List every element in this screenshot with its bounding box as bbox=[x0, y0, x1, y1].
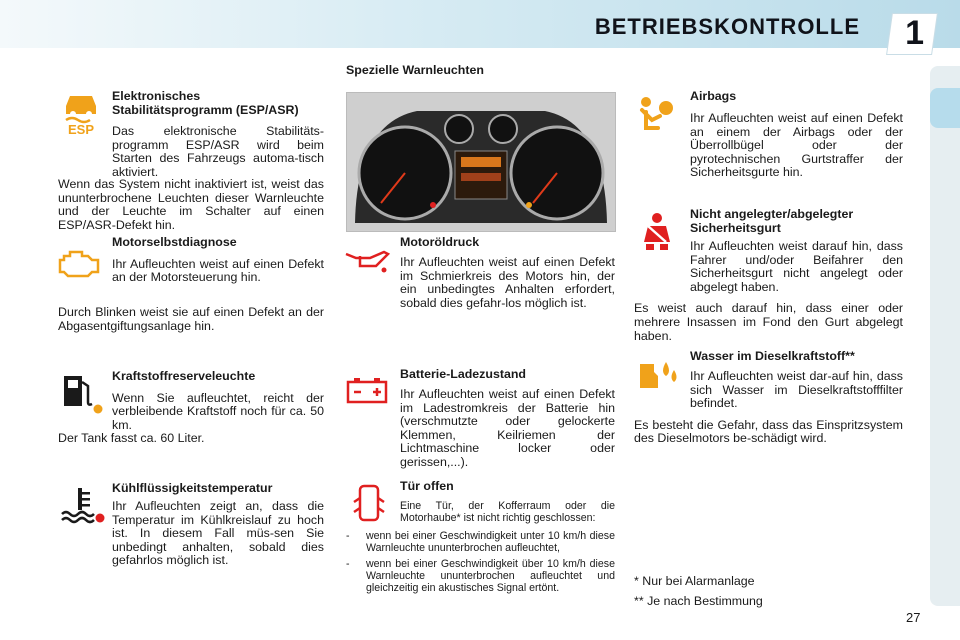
esp-title: Elektronisches Stabilitätsprogramm (ESP/ASR) bbox=[112, 89, 299, 117]
motor-text-1: Ihr Aufleuchten weist auf einen Defekt an der Motorsteuerung hin. bbox=[112, 256, 324, 285]
open-door-icon bbox=[352, 482, 386, 531]
battery-title: Batterie-Ladezustand bbox=[400, 367, 526, 381]
airbag-title: Airbags bbox=[690, 89, 737, 103]
footnote-2: ** Je nach Bestimmung bbox=[634, 594, 763, 608]
coolant-title: Kühlflüssigkeitstemperatur bbox=[112, 481, 273, 495]
page-number: 27 bbox=[906, 610, 921, 625]
side-tab-active bbox=[930, 88, 960, 128]
fuel-text-2: Der Tank fasst ca. 60 Liter. bbox=[58, 431, 205, 445]
footnote-1: * Nur bei Alarmanlage bbox=[634, 574, 755, 588]
seatbelt-text-1: Ihr Aufleuchten weist darauf hin, dass Fahrer und/oder Beifahrer den Sicherheitsgurt nicht angelegt oder abgelegt haben. bbox=[690, 239, 903, 294]
door-bullet: - wenn bei einer Geschwindigkeit über 10 km/h diese Warnleuchte ununterbrochen aufleuchtet und gleichzeitig ein akustisches Signal ertönt. bbox=[344, 558, 615, 594]
oil-title: Motoröldruck bbox=[400, 235, 480, 249]
door-bullet: - wenn bei einer Geschwindigkeit unter 10 km/h diese Warnleuchte ununterbrochen aufleuchtet, bbox=[344, 530, 615, 554]
battery-text-1: Ihr Aufleuchten weist auf einen Defekt im Ladestromkreis der Batterie hin (verschmutzte oder gelockerte Klemmen, Keilriemen der Lichtmaschine locker oder gerissen,...). bbox=[400, 387, 615, 469]
esp-icon bbox=[62, 92, 100, 139]
svg-text:ESP: ESP bbox=[67, 122, 95, 134]
esp-text-1: Das elektronische Stabilitäts-programm ESP/ASR wird beim Starten des Fahrzeugs automa-tisch aktiviert. bbox=[112, 124, 324, 179]
fuel-pump-icon bbox=[60, 372, 104, 419]
water-title: Wasser im Dieselkraftstoff** bbox=[690, 349, 855, 363]
esp-text-2: Wenn das System nicht inaktiviert ist, weist das ununterbrochene Leuchten dieser Warnleuchte und der Leuchte im Schalter auf einen ESP/ASR-Defekt hin. bbox=[58, 177, 324, 232]
airbag-text-1: Ihr Aufleuchten weist auf einen Defekt an einem der Airbags oder der Überrollbügel oder der pyrotechnischen Gurtstraffer der Sicherheitsgurte hin. bbox=[690, 111, 903, 180]
door-text-1: Eine Tür, der Kofferraum oder die Motorhaube* ist nicht richtig geschlossen: bbox=[400, 499, 615, 524]
engine-icon bbox=[58, 248, 102, 283]
page-title: BETRIEBSKONTROLLE bbox=[594, 14, 860, 39]
side-tab bbox=[930, 66, 960, 606]
fuel-text-1: Wenn Sie aufleuchtet, reicht der verbleibende Kraftstoff noch für ca. 50 km. bbox=[112, 390, 324, 432]
motor-text-2: Durch Blinken weist sie auf einen Defekt an der Abgasentgiftungsanlage hin. bbox=[58, 305, 324, 333]
motor-title: Motorselbstdiagnose bbox=[112, 235, 237, 249]
door-title: Tür offen bbox=[400, 479, 454, 493]
water-text-1: Ihr Aufleuchten weist dar-auf hin, dass sich Wasser im Dieselkraftstofffilter befindet. bbox=[690, 369, 903, 411]
fuel-title: Kraftstoffreserveleuchte bbox=[112, 369, 256, 383]
seatbelt-text-2: Es weist auch darauf hin, dass einer oder mehrere Insassen im Fond den Gurt abgelegt haben. bbox=[634, 301, 903, 343]
oil-text-1: Ihr Aufleuchten weist auf einen Defekt im Schmierkreis des Motors hin, der ein unbedingtes Anhalten erfordert, sobald dies gefahr-los möglich ist. bbox=[400, 255, 615, 310]
coolant-text-1: Ihr Aufleuchten zeigt an, dass die Temperatur im Kühlkreislauf zu hoch ist. In diesem Fall müs-sen Sie unbedingt anhalten, sobald dies gefahrlos möglich ist. bbox=[112, 499, 324, 568]
seatbelt-title: Nicht angelegter/abgelegter Sicherheitsgurt bbox=[690, 207, 854, 235]
instrument-cluster-image bbox=[346, 92, 616, 232]
water-text-2: Es besteht die Gefahr, dass das Einspritzsystem des Dieselmotors be-schädigt wird. bbox=[634, 417, 903, 446]
center-title: Spezielle Warnleuchten bbox=[346, 63, 484, 77]
chapter-number: 1 bbox=[905, 14, 924, 52]
door-bullet-list bbox=[344, 530, 615, 594]
